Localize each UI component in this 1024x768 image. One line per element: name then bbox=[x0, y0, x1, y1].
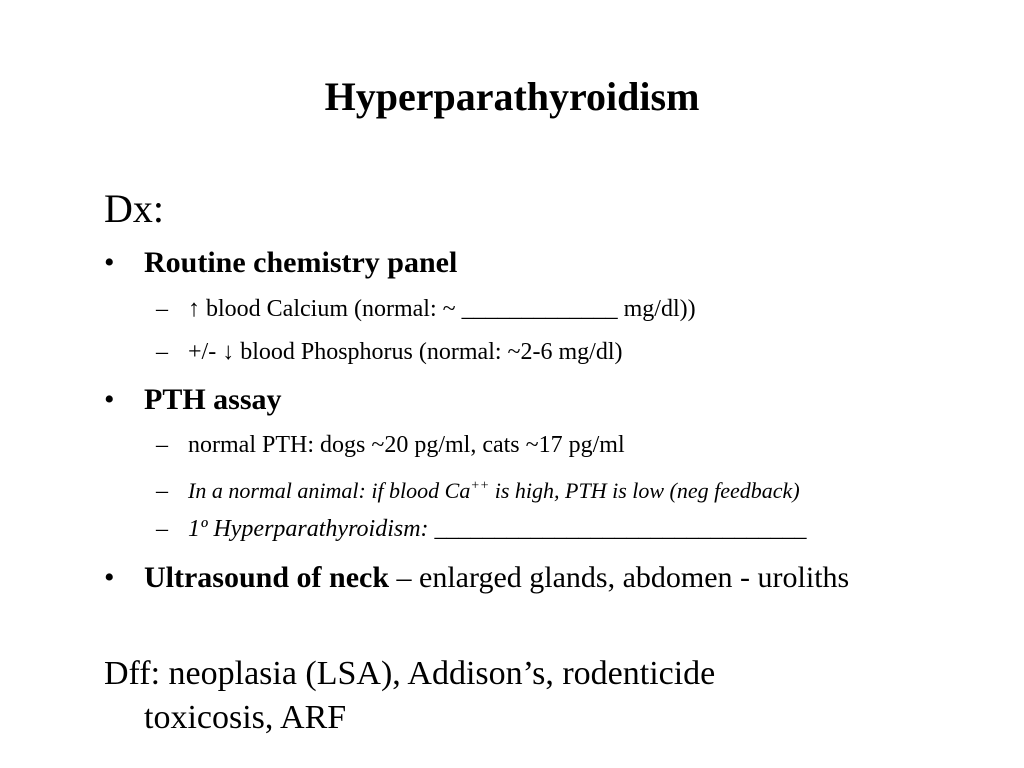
bullet-item-ultrasound bbox=[104, 558, 884, 598]
bullet-item-pth-assay bbox=[104, 380, 884, 420]
dx-heading: Dx: bbox=[104, 186, 164, 231]
differentials bbox=[104, 652, 904, 740]
slide-title: Hyperparathyroidism bbox=[324, 74, 700, 119]
bullet-label-ultrasound: Ultrasound of neck bbox=[144, 561, 390, 594]
dash-icon: – bbox=[156, 339, 168, 365]
sub-item-neg-feedback-sup: ++ bbox=[470, 479, 490, 494]
bullet-rest-ultrasound: – enlarged glands, abdomen - uroliths bbox=[389, 561, 850, 594]
bullet-label-chemistry-panel: Routine chemistry panel bbox=[144, 246, 458, 279]
bullet-icon: • bbox=[104, 246, 115, 279]
bullet-label-pth-assay: PTH assay bbox=[144, 383, 282, 416]
differentials-line-2: toxicosis, ARF bbox=[144, 699, 347, 736]
sub-item-neg-feedback bbox=[156, 472, 800, 506]
bullet-item-chemistry-panel bbox=[104, 243, 884, 283]
sub-item-normal-pth-text: normal PTH: dogs ~20 pg/ml, cats ~17 pg/ml bbox=[188, 432, 625, 458]
sub-item-primary-hpt bbox=[156, 514, 807, 544]
sub-item-calcium-text: ↑ blood Calcium (normal: ~ _____________ mg/dl)) bbox=[188, 296, 696, 322]
dash-icon: – bbox=[156, 516, 168, 542]
dash-icon: – bbox=[156, 478, 168, 505]
bullet-icon: • bbox=[104, 383, 115, 416]
sub-item-normal-pth bbox=[156, 430, 625, 460]
sub-item-neg-feedback-pre: In a normal animal: if blood Ca bbox=[188, 478, 471, 504]
differentials-line-1: Dff: neoplasia (LSA), Addison’s, rodenticide bbox=[104, 655, 716, 692]
dash-icon: – bbox=[156, 432, 168, 458]
sub-item-phosphorus-text: +/- ↓ blood Phosphorus (normal: ~2-6 mg/dl) bbox=[188, 339, 623, 365]
sub-item-primary-hpt-text: 1º Hyperparathyroidism: _______________________________ bbox=[188, 516, 807, 542]
bullet-icon: • bbox=[104, 561, 115, 594]
sub-item-phosphorus bbox=[156, 337, 623, 367]
sub-item-calcium bbox=[156, 294, 696, 324]
dash-icon: – bbox=[156, 296, 168, 322]
sub-item-neg-feedback-post: is high, PTH is low (neg feedback) bbox=[489, 478, 800, 504]
